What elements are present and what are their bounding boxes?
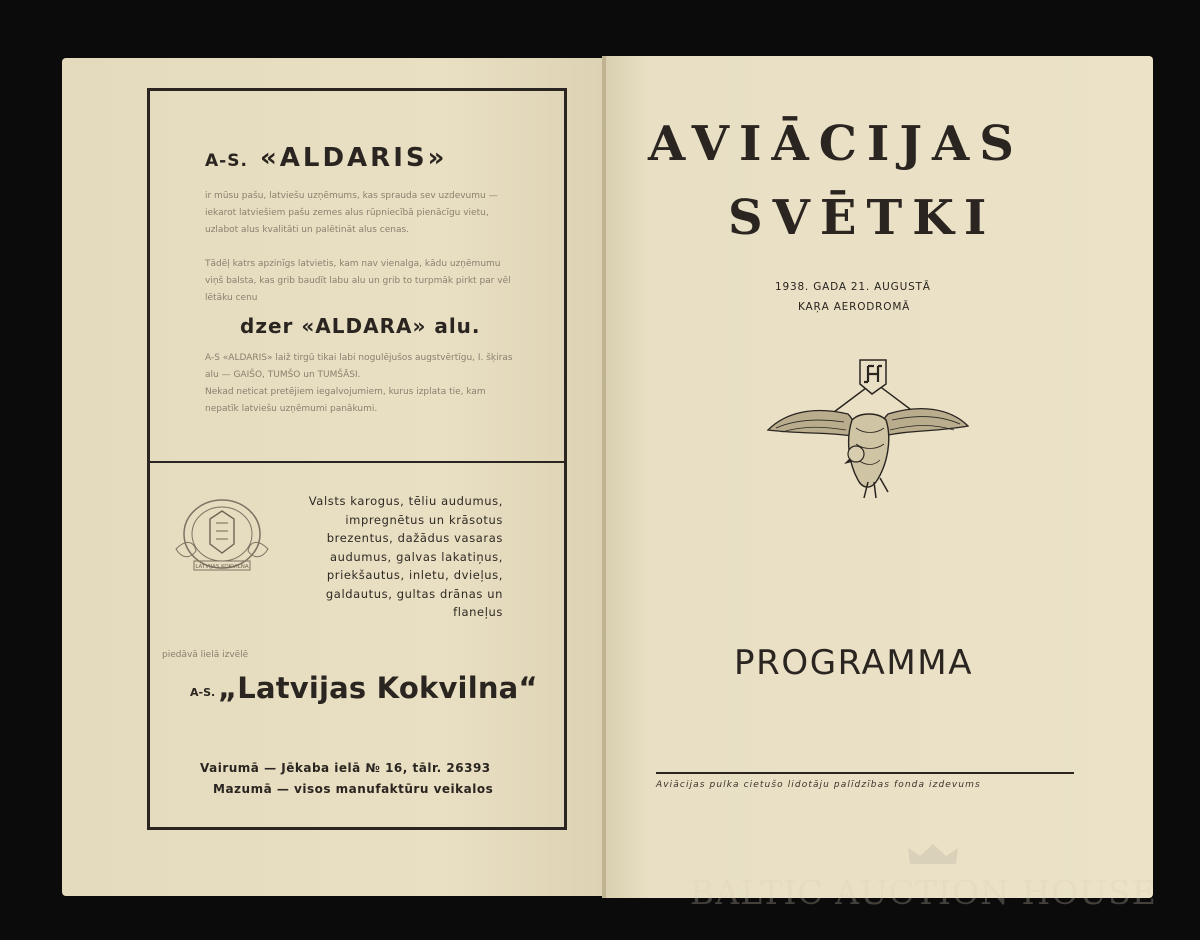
aldaris-prefix: A-S. [205,151,248,171]
kokvilna-name: „Latvijas Kokvilna“ [218,671,538,705]
kokvilna-offer: piedāvā lielā izvēlē [162,650,249,660]
kokvilna-retail-address: Mazumā — visos manufaktūru veikalos [213,782,494,796]
book-spine [602,56,606,898]
ad-divider [147,461,567,463]
cover-title-line-1: AVIĀCIJAS [648,116,1024,172]
publisher-line: Aviācijas pulka cietušo lidotāju palīdzības fonda izdevums [656,780,981,790]
aldaris-title [205,143,447,173]
aldaris-paragraph-4: Nekad neticat pretējiem iegalvojumiem, kurus izplata tie, kam nepatīk latviešu uzņēmumi panākumi. [205,387,486,414]
aldaris-paragraph-1: ir mūsu pašu, latviešu uzņēmums, kas sprauda sev uzdevumu — iekarot latviešiem pašu zemes alus rūpniecībā pienācīgu vietu, uzlabot alus kvalitāti un palētināt alus cenas. [205,191,498,235]
cover-title-line-2: SVĒTKI [728,190,997,246]
aldaris-paragraph-3: A-S «ALDARIS» laiž tirgū tikai labi nogulējušos augstvērtīgu, I. šķiras alu — GAIŠO, TUMŠO un TUMŠĀSI. [205,353,513,380]
event-date: 1938. GADA 21. AUGUSTĀ [775,281,931,293]
kokvilna-products: Valsts karogus, tēliu audumus, impregnētus un krāsotus brezentus, dažādus vasaras audumus, galvas lakatiņus, priekšautus, inletu, dvieļus, galdautus, gultas drānas un flaneļus [308,494,503,619]
aldaris-slogan: dzer «ALDARA» alu. [240,314,481,338]
event-location: KAŖA AERODROMĀ [798,301,911,313]
aldaris-name: «ALDARIS» [259,143,448,173]
crown-icon [906,842,960,868]
watermark: BALTIC AUCTION HOUSE [690,873,1157,912]
footer-rule [656,772,1074,774]
seal-text: LATVIJAS KOKVILNA [195,564,249,570]
programma-heading: PROGRAMMA [734,643,974,683]
aldaris-paragraph-2: Tādēļ katrs apzinīgs latvietis, kam nav vienalga, kādu uzņēmumu viņš balsta, kas grib baudīt labu alu un grib to turpmāk pirkt par vēl lētāku cenu [205,259,511,303]
kokvilna-prefix: A-S. [190,686,216,699]
kokvilna-seal-icon [166,489,278,579]
kokvilna-wholesale-address: Vairumā — Jēkaba ielā № 16, tālr. 26393 [200,761,491,775]
eagle-emblem-icon [764,354,972,504]
